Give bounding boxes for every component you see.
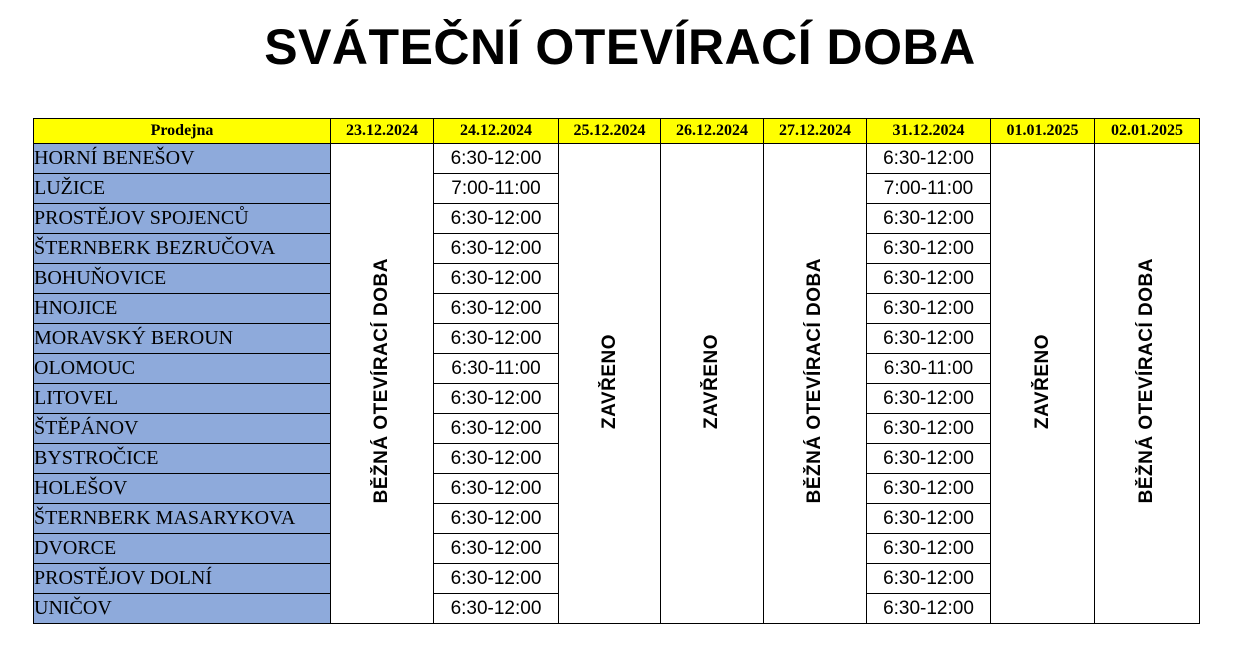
hours-31-12: 6:30-12:00 [867, 264, 991, 294]
hours-24-12: 6:30-12:00 [434, 384, 559, 414]
header-date: 27.12.2024 [764, 119, 867, 144]
cell-23-12 [331, 144, 434, 624]
closed-label: ZAVŘENO [701, 333, 722, 429]
hours-24-12: 6:30-11:00 [434, 354, 559, 384]
header-date: 26.12.2024 [661, 119, 764, 144]
hours-31-12: 6:30-12:00 [867, 294, 991, 324]
hours-31-12: 6:30-12:00 [867, 384, 991, 414]
hours-24-12: 6:30-12:00 [434, 564, 559, 594]
hours-31-12: 6:30-12:00 [867, 414, 991, 444]
store-name: ŠTERNBERK BEZRUČOVA [34, 234, 331, 264]
cell-26-12 [661, 144, 764, 624]
store-name: LITOVEL [34, 384, 331, 414]
store-name: HOLEŠOV [34, 474, 331, 504]
hours-24-12: 6:30-12:00 [434, 324, 559, 354]
hours-24-12: 6:30-12:00 [434, 234, 559, 264]
hours-31-12: 6:30-12:00 [867, 324, 991, 354]
header-date: 24.12.2024 [434, 119, 559, 144]
store-name: BOHUŇOVICE [34, 264, 331, 294]
hours-24-12: 6:30-12:00 [434, 204, 559, 234]
hours-24-12: 6:30-12:00 [434, 144, 559, 174]
opening-hours-table [33, 118, 1200, 624]
hours-24-12: 6:30-12:00 [434, 294, 559, 324]
hours-31-12: 6:30-12:00 [867, 204, 991, 234]
hours-31-12: 6:30-12:00 [867, 474, 991, 504]
hours-31-12: 7:00-11:00 [867, 174, 991, 204]
store-name: MORAVSKÝ BEROUN [34, 324, 331, 354]
store-name: UNIČOV [34, 594, 331, 624]
header-store: Prodejna [34, 119, 331, 144]
page-title: SVÁTEČNÍ OTEVÍRACÍ DOBA [264, 19, 976, 75]
store-name: PROSTĚJOV DOLNÍ [34, 564, 331, 594]
store-name: HORNÍ BENEŠOV [34, 144, 331, 174]
cell-01-01 [991, 144, 1095, 624]
hours-24-12: 6:30-12:00 [434, 474, 559, 504]
hours-31-12: 6:30-12:00 [867, 534, 991, 564]
hours-31-12: 6:30-12:00 [867, 504, 991, 534]
regular-hours-label: BĚŽNÁ OTEVÍRACÍ DOBA [371, 258, 392, 504]
header-date: 23.12.2024 [331, 119, 434, 144]
table-row [34, 144, 1200, 174]
closed-label: ZAVŘENO [598, 333, 620, 429]
hours-24-12: 6:30-12:00 [434, 594, 559, 624]
hours-24-12: 6:30-12:00 [434, 504, 559, 534]
header-row [34, 119, 1200, 144]
hours-31-12: 6:30-12:00 [867, 144, 991, 174]
store-name: LUŽICE [34, 174, 331, 204]
hours-31-12: 6:30-12:00 [867, 564, 991, 594]
header-date: 25.12.2024 [559, 119, 661, 144]
hours-24-12: 6:30-12:00 [434, 414, 559, 444]
regular-hours-label: BĚŽNÁ OTEVÍRACÍ DOBA [804, 258, 825, 504]
closed-label: ZAVŘENO [1031, 333, 1053, 429]
store-name: PROSTĚJOV SPOJENCŮ [34, 204, 331, 234]
store-name: DVORCE [34, 534, 331, 564]
regular-hours-label: BĚŽNÁ OTEVÍRACÍ DOBA [1136, 258, 1157, 504]
hours-31-12: 6:30-11:00 [867, 354, 991, 384]
header-date: 02.01.2025 [1095, 119, 1200, 144]
store-name: OLOMOUC [34, 354, 331, 384]
hours-24-12: 7:00-11:00 [434, 174, 559, 204]
cell-27-12 [764, 144, 867, 624]
store-name: ŠTĚPÁNOV [34, 414, 331, 444]
hours-31-12: 6:30-12:00 [867, 444, 991, 474]
cell-02-01 [1095, 144, 1200, 624]
store-name: ŠTERNBERK MASARYKOVA [34, 504, 331, 534]
header-date: 01.01.2025 [991, 119, 1095, 144]
header-date: 31.12.2024 [867, 119, 991, 144]
hours-24-12: 6:30-12:00 [434, 444, 559, 474]
hours-31-12: 6:30-12:00 [867, 594, 991, 624]
hours-24-12: 6:30-12:00 [434, 264, 559, 294]
store-name: BYSTROČICE [34, 444, 331, 474]
hours-24-12: 6:30-12:00 [434, 534, 559, 564]
cell-25-12 [559, 144, 661, 624]
hours-31-12: 6:30-12:00 [867, 234, 991, 264]
store-name: HNOJICE [34, 294, 331, 324]
